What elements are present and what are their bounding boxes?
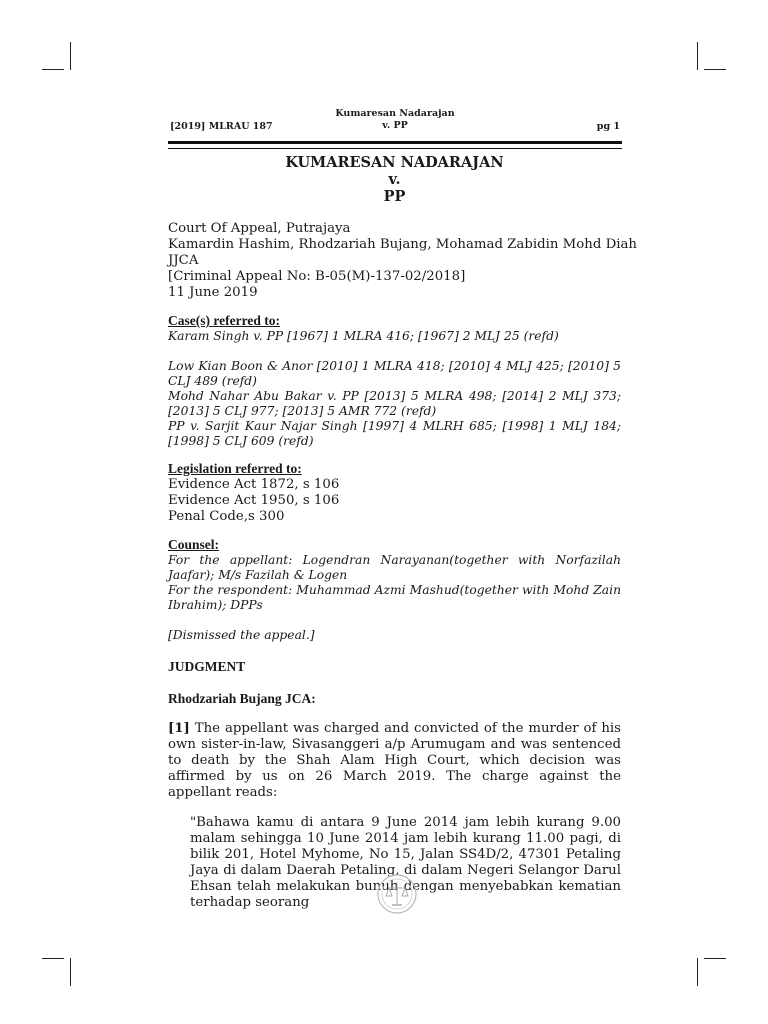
court-name: Court Of Appeal, Putrajaya (168, 221, 351, 236)
judges: Kamardin Hashim, Rhodzariah Bujang, Mohamad Zabidin Mohd Diah (168, 237, 638, 252)
case-title-line3: PP (383, 188, 406, 205)
cited-case: Low Kian Boon & Anor [2010] 1 MLRA 418; [2010] 4 MLJ 425; [2010] 5 CLJ 489 (refd) (168, 359, 621, 388)
disposition: [Dismissed the appeal.] (168, 628, 315, 642)
cases-referred-heading: Case(s) referred to: (168, 313, 280, 328)
crop-mark (704, 958, 726, 959)
case-title (168, 154, 621, 205)
counsel-heading: Counsel: (168, 537, 220, 552)
crop-mark (704, 69, 726, 70)
counsel-appellant: For the appellant: Logendran Narayanan(together with Norfazilah Jaafar); M/s Fazilah & Logen (168, 553, 621, 582)
crop-mark (697, 42, 698, 70)
header-rule-thick (168, 141, 622, 144)
crop-mark (42, 958, 64, 959)
crop-mark (70, 42, 71, 70)
paragraph-text: The appellant was charged and convicted of the murder of his own sister-in-law, Sivasanggeri a/p Arumugam and was sentenced to death by the Shah Alam High Court, which decision was affirmed by us on 26 March 2019. The charge against the appellant reads: (168, 721, 621, 800)
legislation-item: Evidence Act 1950, s 106 (168, 493, 340, 508)
paragraph-1 (168, 721, 621, 801)
paragraph-number: [1] (168, 721, 190, 736)
judge-name: Rhodzariah Bujang JCA: (168, 691, 316, 706)
citation: [2019] MLRAU 187 (170, 121, 273, 132)
crop-mark (42, 69, 64, 70)
case-title-line1: KUMARESAN NADARAJAN (285, 154, 504, 171)
judgment-heading: JUDGMENT (168, 659, 246, 674)
crop-mark (697, 958, 698, 986)
case-info (168, 221, 638, 301)
header-case-name-line1: Kumaresan Nadarajan (335, 108, 455, 119)
case-title-line2: v. (388, 171, 401, 188)
header-rule-thin (168, 148, 622, 149)
counsel-respondent: For the respondent: Muhammad Azmi Mashud(together with Mohd Zain Ibrahim); DPPs (168, 583, 621, 612)
page-number: pg 1 (596, 121, 620, 132)
decision-date: 11 June 2019 (168, 285, 258, 300)
cited-case: Karam Singh v. PP [1967] 1 MLRA 416; [1967] 2 MLJ 25 (refd) (168, 329, 559, 343)
legislation-item: Evidence Act 1872, s 106 (168, 477, 340, 492)
header-case-name (170, 108, 620, 132)
header-case-name-line2: v. PP (382, 120, 408, 131)
appeal-number: [Criminal Appeal No: B-05(M)-137-02/2018] (168, 269, 466, 284)
court-seal-icon (376, 873, 418, 915)
cited-case: Mohd Nahar Abu Bakar v. PP [2013] 5 MLRA 498; [2014] 2 MLJ 373; [2013] 5 CLJ 977; [2013] 5 AMR 772 (refd) (168, 389, 621, 418)
crop-mark (70, 958, 71, 986)
charge-quote: "Bahawa kamu di antara 9 June 2014 jam lebih kurang 9.00 malam sehingga 10 June 2014 jam lebih kurang 11.00 pagi, di bilik 201, Hotel Myhome, No 15, Jalan SS4D/2, 47301 Petaling Jaya di dalam Daerah Petaling, di dalam Negeri Selangor Darul Ehsan telah melakukan bunuh dengan menyebabkan kematian terhadap seorang (190, 815, 621, 910)
running-header (170, 108, 620, 132)
legislation-heading: Legislation referred to: (168, 461, 302, 476)
legislation-item: Penal Code,s 300 (168, 509, 285, 524)
judges-title: JJCA (168, 253, 199, 268)
cited-case: PP v. Sarjit Kaur Najar Singh [1997] 4 MLRH 685; [1998] 1 MLJ 184; [1998] 5 CLJ 609 (refd) (168, 419, 621, 448)
document-body (168, 150, 638, 911)
